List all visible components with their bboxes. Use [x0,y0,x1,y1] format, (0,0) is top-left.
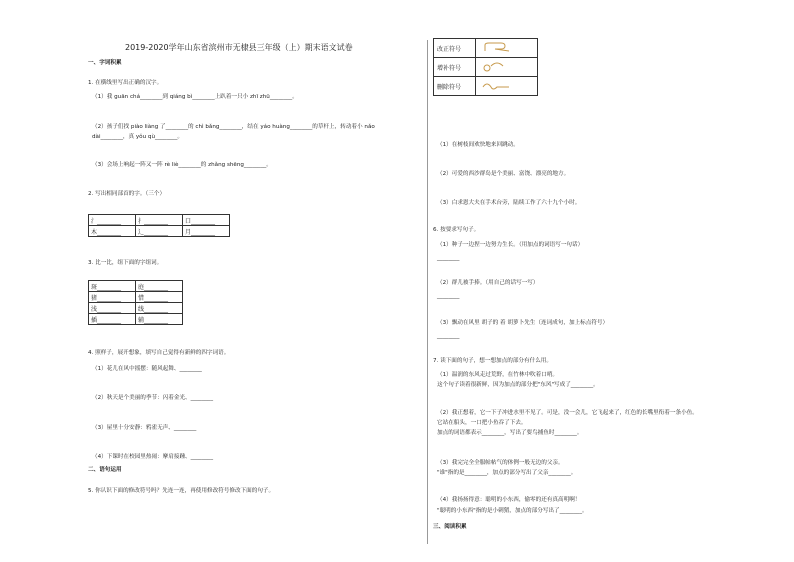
correction-mark-table [433,38,538,96]
question-7-part-2b: 它站在船头，一口把小鱼吞了下去。 [437,420,527,426]
radical-table [88,214,230,237]
section-heading: 三、阅读积累 [433,524,467,530]
table-cell: 木________ [89,226,136,237]
insert-mark-icon [476,58,538,77]
question-4-part-3: （3）屋里十分安静：鸦雀无声、________ [92,425,197,431]
question-3: 3. 比一比，组下面的字组词。 [88,260,163,266]
table-cell: 辶________ [136,226,183,237]
question-4: 4. 照样子，展开想象，填写自己觉得有新鲜的四字词语。 [88,350,230,356]
answer-line: ________ [437,333,460,339]
table-cell: 扌________ [136,215,183,226]
question-1-part-2a: （2）孩子们找 piào liàng 了________的 chì bǎng________，结在 yáo huàng________的草杆上，转动着小 nǎo [92,124,375,130]
sentence-3: （3）白求恩大夫在手术台旁，陆续工作了六十九个小时。 [437,200,581,206]
question-5: 5. 你认识下面的修改符号吗？先连一连，再使用修改符号修改下面的句子。 [88,488,275,494]
table-row [89,303,183,314]
table-cell: 惜________ [136,292,183,303]
answer-line: ________ [437,255,460,261]
question-6: 6. 按要求写句子。 [433,227,480,233]
question-7-part-1b: 这个句子读着很新鲜，因为加点的部分把"东风"写成了________。 [437,382,599,388]
correction-mark-icon [476,39,538,58]
answer-line: ________ [437,293,460,299]
question-7-part-2a: （2）我正想着，它一下子冲进水里不见了。可是，没一会儿，它飞起来了，红色的长嘴里衔着一条小鱼。 [437,410,698,416]
table-row [89,281,183,292]
table-row [89,314,183,325]
question-7-part-3b: "谁"指的是________，加点的部分写出了父亲________。 [437,470,577,476]
question-7-part-4a: （4）我扬扬得意：聪明的小东西，偷零的还有真高明啊！ [437,497,581,503]
mark-label: 删除符号 [434,77,476,96]
question-6-part-1: （1）种子一边捏一边努力生长。（用加点的词语写一句话） [437,242,584,248]
question-6-part-2: （2）群儿被手捧。（用自己的话写一写） [437,280,539,286]
table-row [434,58,538,77]
section-heading: 一、字词积累 [88,60,122,66]
table-cell: 庭________ [136,281,183,292]
table-cell: 浅________ [89,303,136,314]
question-2: 2. 写出相同部首的字。（三个） [88,191,166,197]
table-cell: 辅________ [136,314,183,325]
table-row [89,226,230,237]
question-7-part-4b: "聪明的小东西"指的是小刺猬，加点的部分写出了________。 [437,508,588,514]
question-1-part-2b: dài________，真 yǒu qù________。 [92,134,183,140]
question-4-part-4: （4）下课时在校园里热闹：摩肩接踵、________ [92,454,214,460]
mark-label: 改正符号 [434,39,476,58]
question-4-part-1: （1）花儿在风中摇摆：随风起舞、________ [92,366,202,372]
table-cell: 插________ [89,314,136,325]
question-4-part-2: （2）秋天是个美丽的季节：闪着金光、________ [92,395,214,401]
compare-table [88,280,183,325]
question-1: 1. 在横线里写出正确的汉字。 [88,80,163,86]
delete-mark-icon [476,77,538,96]
page-title: 2019-2020学年山东省滨州市无棣县三年级（上）期末语文试卷 [125,43,353,52]
table-cell: 猪________ [89,292,136,303]
section-heading: 二、语句运用 [88,467,122,473]
table-row [89,215,230,226]
question-1-part-1: （1）我 guān chá________到 qiáng bì________上趴着一只小 zhī zhū________。 [92,94,298,100]
table-row [89,292,183,303]
column-divider [427,40,428,544]
sentence-2: （2）可爱的西沙群岛是个美丽、富饶、漂亮的地方。 [437,171,570,177]
table-cell: 线________ [136,303,183,314]
table-cell: 月________ [183,226,230,237]
table-cell: 斑________ [89,281,136,292]
question-7-part-2c: 加点的词语都表示________，写出了要鸟捕鱼时________。 [437,430,583,436]
question-7-part-3a: （3）我完完全全服帖帖气的体例一般无边的父亲。 [437,460,564,466]
table-row [434,39,538,58]
question-7-part-1a: （1）温润的东风走过荒野，在竹林中吹着口哨。 [437,372,559,378]
mark-label: 增补符号 [434,58,476,77]
table-cell: 氵________ [89,215,136,226]
question-7: 7. 读下面的句子，想一想加点的部分有什么用。 [433,358,552,364]
table-cell: 口________ [183,215,230,226]
sentence-1: （1）在树枝间欢快地来回跳动。 [437,142,519,148]
question-6-part-3: （3）飘动在风里 胡子的 着 胡萝卜先生（连词成句，加上标点符号） [437,320,609,326]
table-row [434,77,538,96]
question-1-part-3: （3）会场上响起一阵又一阵 rè liè________的 zhǎng shēng________。 [92,162,272,168]
